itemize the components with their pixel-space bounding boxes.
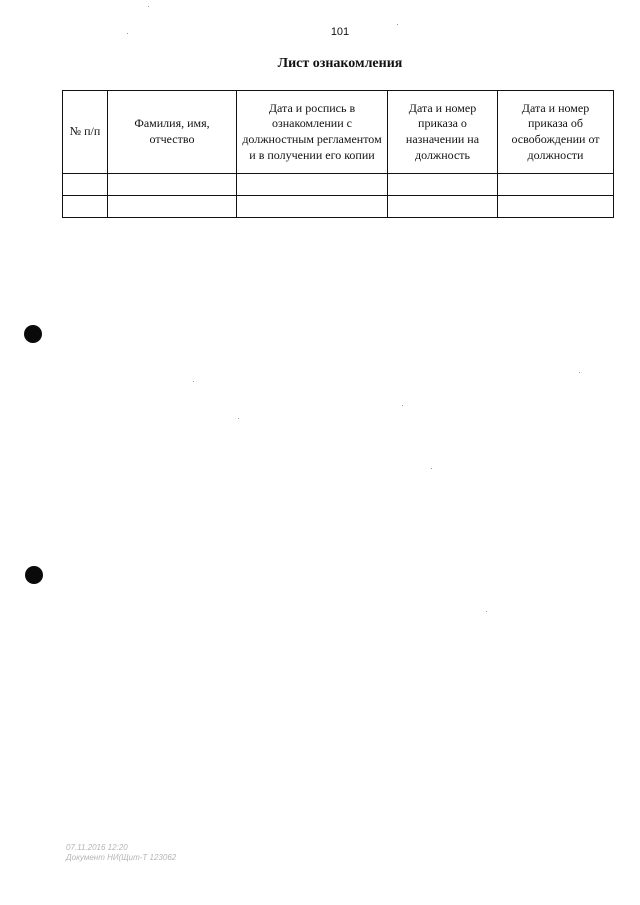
table-cell — [498, 196, 614, 218]
punch-hole-top — [24, 325, 42, 343]
header-full-name: Фамилия, имя, отчество — [108, 91, 237, 174]
table-cell — [63, 174, 108, 196]
header-signature-date: Дата и роспись в ознакомлении с должностным регламентом и в получении его копии — [237, 91, 388, 174]
punch-hole-bottom — [25, 566, 43, 584]
scan-speck — [486, 611, 487, 612]
document-title: Лист ознакомления — [277, 56, 403, 71]
scan-speck — [127, 33, 128, 34]
table-cell — [237, 174, 388, 196]
table-cell — [108, 174, 237, 196]
table-cell — [237, 196, 388, 218]
scan-footer-stamp — [66, 843, 176, 862]
scan-speck — [148, 6, 149, 7]
footer-stamp-line: Документ НИ(Щит-Т 123062 — [66, 852, 177, 862]
scan-speck — [431, 468, 432, 469]
scan-speck — [397, 24, 398, 25]
footer-stamp-line: 07.11.2016 12:20 — [66, 843, 128, 852]
acknowledgement-table — [62, 90, 614, 218]
table-cell — [108, 196, 237, 218]
header-appointment-order: Дата и номер приказа о назначении на должность — [388, 91, 498, 174]
table-row — [63, 174, 614, 196]
table-cell — [388, 196, 498, 218]
scan-speck — [579, 372, 580, 373]
scan-speck — [402, 405, 403, 406]
header-row-number: № п/п — [63, 91, 108, 174]
table-cell — [63, 196, 108, 218]
page-number: 101 — [330, 26, 350, 38]
scan-speck — [238, 418, 239, 419]
table-cell — [388, 174, 498, 196]
scan-speck — [193, 381, 194, 382]
table-cell — [498, 174, 614, 196]
table-header-row — [63, 91, 614, 174]
header-dismissal-order: Дата и номер приказа об освобождении от должности — [498, 91, 614, 174]
table-row — [63, 196, 614, 218]
